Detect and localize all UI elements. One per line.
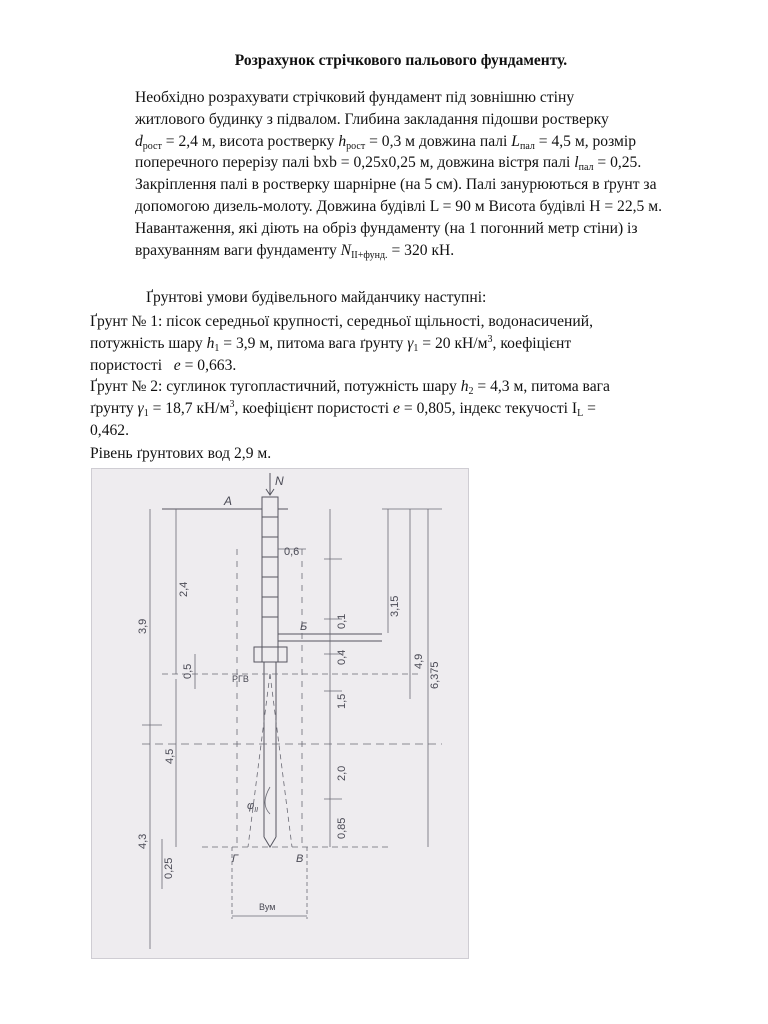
param-line-section: поперечного перерізу палі bxb = 0,25x0,25 м, довжина вістря палі $l_{пал} = 0,25$. — [135, 154, 642, 174]
soil2-line-c: 0,462. — [90, 421, 129, 439]
pile-foundation-figure — [91, 468, 469, 959]
intro-line-2: житлового будинку з підвалом. Глибина закладання підошви ростверку — [135, 110, 609, 128]
dim-0-25: 0,25 — [163, 857, 175, 879]
soil1-line-b: потужність шару $h_1 = 3,9$ м, питома вага ґрунту $\gamma_1 = 20$ $кН/м^3$, коефіцієнт — [90, 333, 572, 354]
soil1-line-c: пористості e = 0,663. — [90, 356, 237, 374]
dim-4-5: 4,5 — [164, 748, 176, 764]
dim-0-1: 0,1 — [336, 613, 348, 629]
intro-line-loads: Навантаження, які діють на обріз фундаменту (на 1 погонний метр стіни) із — [135, 219, 638, 237]
point-g-label: Г — [232, 853, 238, 865]
angle-label: $\varphi_{II}$ — [247, 800, 259, 814]
soil2-line-a: Ґрунт № 2: суглинок тугопластичний, потужність шару $h_2 = 4,3$ м, питома вага — [90, 378, 610, 398]
point-v-label: В — [296, 853, 304, 865]
dim-1-5: 1,5 — [336, 693, 348, 709]
load-n-label: N — [275, 474, 284, 488]
dim-2-4: 2,4 — [178, 581, 190, 597]
dim-3-15: 3,15 — [389, 595, 401, 617]
intro-line-fixing: Закріплення палі в ростверку шарнірне (на 5 см). Палі занурюються в ґрунт за — [135, 176, 657, 194]
width-label: Вум — [259, 902, 276, 912]
dim-0-5: 0,5 — [182, 663, 194, 679]
soil-description — [90, 311, 714, 442]
dim-0-85: 0,85 — [336, 817, 348, 839]
point-b-label: Б — [300, 621, 308, 633]
param-line-d: $d_{рост} = 2,4$ м, висота ростверку $h_{рост} = 0,3$ м довжина палі $L_{пал} = 4,5$ м, розмір — [135, 132, 637, 152]
dim-4-9: 4,9 — [413, 653, 425, 669]
dim-0-4: 0,4 — [336, 649, 348, 665]
point-a-label: А — [224, 494, 233, 508]
soil-heading: Ґрунтові умови будівельного майданчику наступні: — [146, 289, 487, 306]
dim-0-6: 0,6 — [284, 546, 300, 558]
param-line-n: врахуванням ваги фундаменту $N_{ІІ+фунд.} = 320$ кН. — [135, 241, 455, 261]
soil1-line-a: Ґрунт № 1: пісок середньої крупності, середньої щільності, водонасичений, — [90, 313, 593, 330]
foundation-diagram — [92, 469, 470, 960]
document-title: Розрахунок стрічкового пальового фундаменту. — [234, 52, 568, 69]
soil2-line-b: ґрунту $\gamma_1 = 18,7$ $кН/м^3$, коефіцієнт пористості e = 0,805, індекс текучості $I_L$ = — [90, 399, 596, 420]
dim-3-9: 3,9 — [137, 618, 149, 634]
dim-4-3: 4,3 — [137, 833, 149, 849]
intro-line-building: допомогою дизель-молоту. Довжина будівлі L = 90 м Висота будівлі H = 22,5 м. — [135, 197, 663, 215]
dim-6-375: 6,375 — [429, 661, 441, 689]
task-paragraph — [90, 87, 714, 261]
groundwater-level: Рівень ґрунтових вод 2,9 м. — [90, 445, 272, 462]
dim-2-0: 2,0 — [336, 765, 348, 781]
intro-line-1: Необхідно розрахувати стрічковий фундамент під зовнішню стіну — [135, 89, 575, 106]
groundwater-label: РГВ — [232, 674, 249, 684]
